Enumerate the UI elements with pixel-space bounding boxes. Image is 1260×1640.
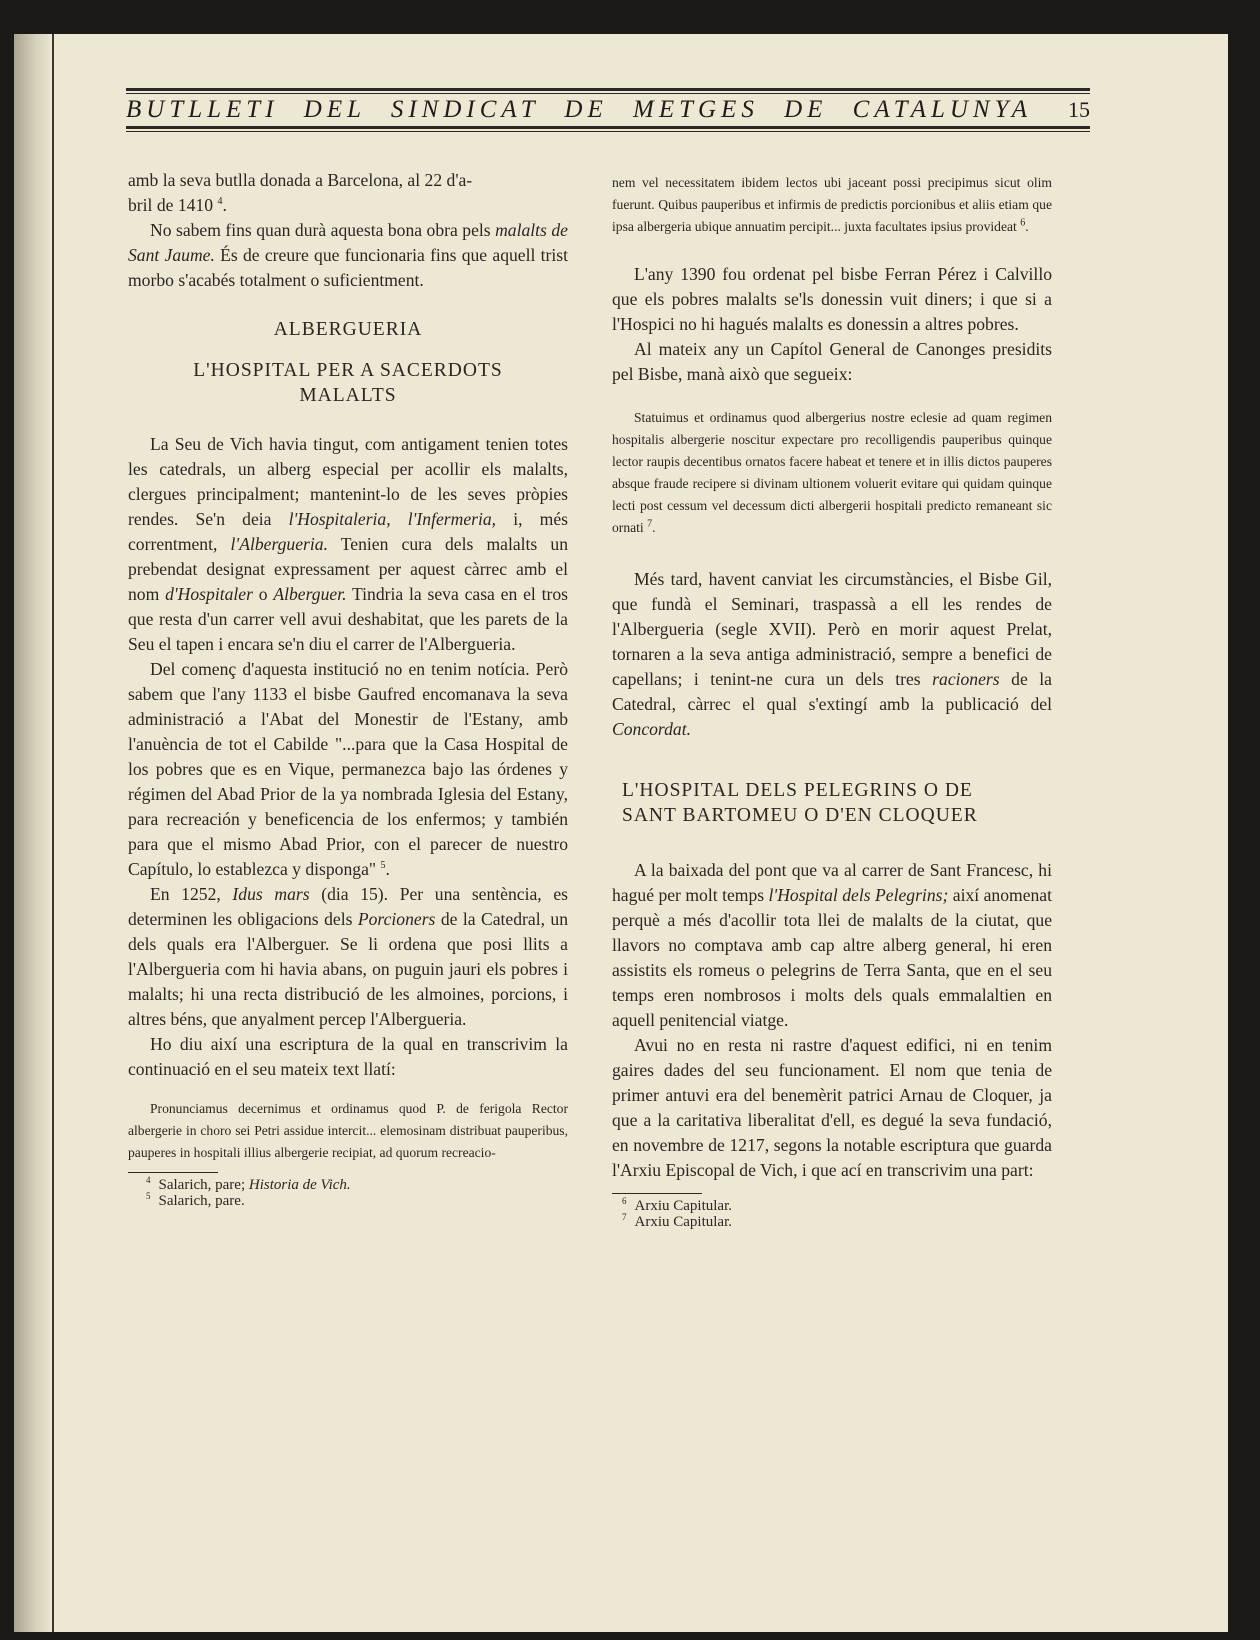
paragraph: amb la seva butlla donada a Barcelona, al 22 d'a- bril de 1410 $^4$. (128, 170, 473, 215)
latin-quotation: Pronunciamus decernimus et ordinamus quod P. de ferigola Rector albergerie in choro sei Petri assidue intercit... elemosinam distribuat pauperibus, pauperes in hospitali illius albergerie recipiat, ad quorum recreacio- (128, 1101, 568, 1160)
paragraph: En 1252, Idus mars (dia 15). Per una sentència, es determinen les obligacions dels Porcioners de la Catedral, un dels quals era l'Alberguer. Se li ordena que posi llits a l'Albergueria com hi havia abans, on puguin jauri els pobres i malalts; hi una recta distribució de les almoines, porcions, i altres béns, que anyalment percep l'Albergueria. (128, 884, 568, 1029)
right-column (612, 172, 1052, 1230)
footnote: $^6$ Arxiu Capitular. (622, 1196, 732, 1214)
latin-quotation: Statuimus et ordinamus quod albergerius nostre eclesie ad quam regimen hospitalis albergerie noscitur expectare pro recolligendis pauperibus quinque lector raupis decentibus ornatos facere habeat et tenere et in illis dictos pauperes absque fraude recipere si divinam ultionem voluerit evitare qui quidam quinque lecti post cessum vel decessum dicti albergerii hospitali predicto remaneant sic ornati $^7$. (612, 410, 1052, 535)
header-bottom-rule (126, 126, 1090, 129)
header-top-rule-thin (126, 93, 1090, 94)
footnote-ref: 6 (1020, 217, 1026, 229)
paragraph: No sabem fins quan durà aquesta bona obra pels malalts de Sant Jaume. És de creure que funcionaria fins que aquell trist morbo s'acabés totalment o suficientment. (128, 220, 568, 290)
paragraph: Avui no en resta ni rastre d'aquest edifici, ni en tenim gaires dades del seu funcionament. El nom que tenia de primer antuvi era del benemèrit patrici Arnau de Cloquer, ja que a la caritativa liberalitat d'ell, es degué la seva fundació, en novembre de 1217, segons la notable escriptura que guarda l'Arxiu Episcopal de Vich, i que ací en transcrivim una part: (612, 1035, 1052, 1180)
page-number: 15 (1068, 97, 1090, 122)
footnote: $^7$ Arxiu Capitular. (622, 1212, 732, 1230)
paragraph: Del començ d'aquesta institució no en tenim notícia. Però sabem que l'any 1133 el bisbe Gaufred encomanava la seva administració a l'Abat del Monestir de l'Estany, amb l'anuència de tot el Cabilde "...para que la Casa Hospital de los pobres que es en Vique, permanezca bajo las órdenes y régimen del Abad Prior de la ya nombrada Iglesia del Estany, para recreación y beneficencia de los enfermos; y también para que el mismo Abad Prior, con el parecer de nuestro Capítulo, lo establezca y disponga" $^5$. (128, 659, 568, 879)
book-spine-shadow (14, 34, 50, 1632)
latin-quotation: nem vel necessitatem ibidem lectos ubi jaceant possi precipimus sicut olim fuerunt. Quibus pauperibus et infirmis de predictis porcionibus et aliis etiam que ipsa albergeria ubique annuatim percipit... juxta facultates ipsius provideat $^6$. (612, 175, 1052, 234)
section-subheading: L'HOSPITAL PER A SACERDOTS MALALTS (193, 360, 503, 406)
left-column (128, 168, 568, 1209)
footnote-ref: 4 (217, 196, 223, 208)
paragraph: L'any 1390 fou ordenat pel bisbe Ferran Pérez i Calvillo que els pobres malalts se'ls donessin vuit diners; i que si a l'Hospici no hi hagués malalts es donessin a altres pobres. (612, 264, 1052, 334)
running-header (126, 96, 1090, 124)
footnote: $^5$ Salarich, pare. (146, 1191, 245, 1209)
spine-edge (52, 34, 54, 1632)
header-bottom-rule-thin (126, 131, 1090, 132)
footnote: $^4$ Salarich, pare; Historia de Vich. (146, 1175, 351, 1193)
footnote-rule (128, 1172, 218, 1173)
paragraph: Més tard, havent canviat les circumstàncies, el Bisbe Gil, que fundà el Seminari, traspassà a ell les rendes de l'Albergueria (segle XVII). Però en morir aquest Prelat, tornaren a la seva antiga administració, sempre a benefici de capellans; i tenint-ne cura un dels tres racioners de la Catedral, càrrec el qual s'extingí amb la publicació del Concordat. (612, 569, 1052, 739)
section-heading: L'HOSPITAL DELS PELEGRINS O DE SANT BARTOMEU O D'EN CLOQUER (622, 780, 978, 826)
header-top-rule (126, 88, 1090, 91)
footnote-ref: 7 (647, 518, 653, 530)
journal-title: BUTLLETI DEL SINDICAT DE METGES DE CATALUNYA (126, 96, 1033, 123)
paragraph: Ho diu així una escriptura de la qual en transcrivim la continuació en el seu mateix text llatí: (128, 1034, 568, 1079)
paragraph: La Seu de Vich havia tingut, com antigament tenien totes les catedrals, un alberg especial per acollir els malalts, clergues principalment; mantenint-lo de les seves pròpies rendes. Se'n deia l'Hospitaleria, l'Infermeria, i, més correntment, l'Albergueria. Tenien cura dels malalts un prebendat designat expressament per aquest càrrec amb el nom d'Hospitaler o Alberguer. Tindria la seva casa en el tros que resta d'un carrer vell avui deshabitat, que les parets de la Seu el tapen i encara se'n diu el carrer de l'Albergueria. (128, 434, 568, 654)
paragraph: A la baixada del pont que va al carrer de Sant Francesc, hi hagué per molt temps l'Hospital dels Pelegrins; així anomenat perquè a més d'acollir tota llei de malalts de la ciutat, que llavors no comptava amb cap altre alberg general, hi eren assistits els romeus o pelegrins de Terra Santa, que en el seu temps eren nombrosos i molts dels quals emmalaltien en aquell penitencial viatge. (612, 860, 1052, 1030)
paragraph: Al mateix any un Capítol General de Canonges presidits pel Bisbe, manà això que segueix: (612, 339, 1052, 384)
footnote-rule (612, 1193, 702, 1194)
footnote-ref: 5 (380, 860, 386, 872)
section-heading: ALBERGUERIA (273, 319, 423, 340)
